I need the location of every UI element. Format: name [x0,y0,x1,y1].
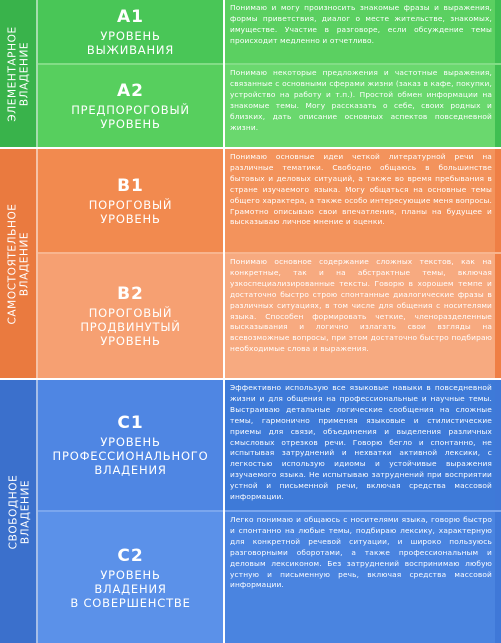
column-divider [223,0,225,643]
level-name: ПОРОГОВЫЙ ПРОДВИНУТЫЙ УРОВЕНЬ [80,306,181,348]
row-divider [38,63,501,65]
level-name: ПОРОГОВЫЙ УРОВЕНЬ [88,197,173,226]
level-name: ПРЕДПОРОГОВЫЙ УРОВЕНЬ [71,103,190,131]
band-label-elementary [0,0,38,147]
band-divider [0,147,501,149]
row-divider [38,252,501,254]
level-code: C1 [117,413,144,433]
level-a2-description: Понимаю некоторые предложения и частотные выражения, связанные с основными сферами жизни (заказ в кафе, покупки, устройство на работу и т.п.). Простой обмен информации на знакомые темы. Могу рассказать о себе, своих родных и близких, дать описание основных аспектов повседневной жизни. [225,65,495,147]
level-code: A2 [117,81,144,101]
band-title: СВОБОДНОЕ ВЛАДЕНИЕ [7,474,32,549]
row-divider [38,510,501,512]
level-code: C2 [117,545,144,566]
level-b1 [38,149,223,252]
level-c2-description: Легко понимаю и общаюсь с носителями языка, говорю быстро и спонтанно на любые темы, подбираю лексику, характерную для конкретной речевой ситуации, и широко пользуюсь разговорными оборотами, а также профессиональным и деловым лексиконом. Без затруднений воспринимаю любую устную и письменную речь, включая средства массовой информации. [225,512,495,643]
level-b2-description: Понимаю основное содержание сложных текстов, как на конкретные, так и на абстрактные темы, включая узкоспециализированные тексты. Говорю в хорошем темпе и достаточно быстро строю спонтанные диалогические фразы в различных ситуациях, в том числе для общения с носителями языка. Способен формировать четкие, членоразделенные высказывания и логично излагать свои взгляды на всевозможные вопросы, при этом достаточно быстро подбираю необходимые слова и выражения. [225,254,495,378]
level-code: B2 [117,284,144,304]
level-a2 [38,65,223,147]
level-a1-description: Понимаю и могу произносить знакомые фразы и выражения, формы приветствия, диалог о месте жительстве, знакомых, имуществе. Участие в разговоре, если обсуждение темы происходит медленно и отчетливо. [225,0,495,63]
level-code: B1 [117,175,144,196]
band-label-independent [0,149,38,378]
level-code: A1 [117,6,144,27]
level-c1-description: Эффективно использую все языковые навыки в повседневной жизни и для общения на профессиональные и научные темы. Выстраиваю детальные логические сообщения на сложные темы, гармонично применяя языковые и стилистические приемы для связи, объединения и выделения различных смысловых отрезков речи. Говорю бегло и спонтанно, не испытывая затруднений и нехватки активной лексики, с легкостью использую идиомы и устойчивые выражения изучаемого языка. Не испытываю затруднений при восприятии устной и письменной речи, включая средства массовой информации. [225,380,495,510]
band-title: ЭЛЕМЕНТАРНОЕ ВЛАДЕНИЕ [7,25,31,122]
level-b1-description: Понимаю основные идеи четкой литературной речи на различные тематики. Свободно общаюсь в большинстве бытовых и деловых ситуаций, а также во время пребывания в стране изучаемого языка. Могу общаться на основные темы общего характера, а также особо интересующие меня вопросы. Грамотно описываю свои впечатления, планы на будущее и высказываю личное мнение и оценки. [225,149,495,252]
label-column-divider [36,0,38,643]
level-a1 [38,0,223,63]
level-c2 [38,512,223,643]
band-label-proficient [0,380,38,643]
level-name: УРОВЕНЬ ПРОФЕССИОНАЛЬНОГО ВЛАДЕНИЯ [52,435,209,477]
level-c1 [38,380,223,510]
band-title: САМОСТОЯТЕЛЬНОЕ ВЛАДЕНИЕ [7,202,31,325]
level-b2 [38,254,223,378]
band-divider [0,378,501,380]
level-name: УРОВЕНЬ ВЛАДЕНИЯ В СОВЕРШЕНСТВЕ [70,567,191,610]
level-name: УРОВЕНЬ ВЫЖИВАНИЯ [86,28,175,57]
